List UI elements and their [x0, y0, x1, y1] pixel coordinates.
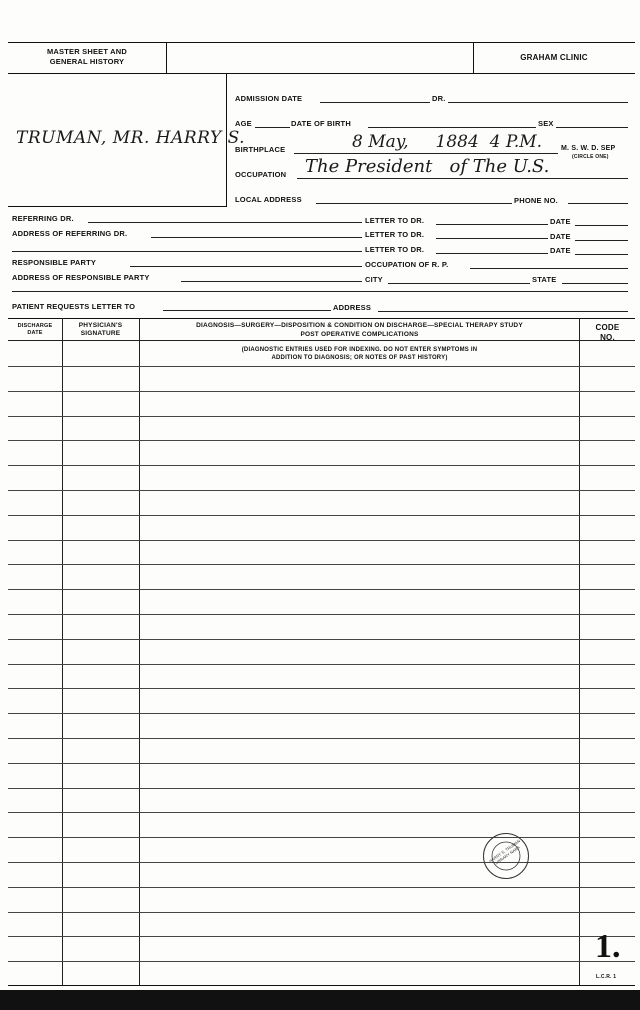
letter-to-dr-line-1 — [436, 224, 548, 225]
table-row-line — [8, 738, 635, 739]
name-box-bottom-border — [8, 206, 227, 207]
table-row-line — [8, 763, 635, 764]
physician-signature-header: PHYSICIAN'S SIGNATURE — [78, 322, 123, 337]
header-row-separator — [8, 340, 635, 341]
occupation-value: The President of The U.S. — [305, 156, 550, 177]
library-stamp — [483, 833, 529, 879]
dr-line — [448, 102, 628, 103]
table-row-line — [8, 788, 635, 789]
table-row-line — [8, 589, 635, 590]
table-row-line — [8, 639, 635, 640]
birthplace-value: 8 May, 1884 4 P.M. — [352, 132, 543, 152]
table-col-divider-2 — [139, 318, 140, 985]
dr-label: DR. — [432, 94, 446, 103]
table-row-line — [8, 713, 635, 714]
table-row-line — [8, 664, 635, 665]
state-line — [562, 283, 628, 284]
address-of-referring-dr-line — [151, 237, 362, 238]
occupation-of-rp-label: OCCUPATION OF R. P. — [365, 260, 449, 269]
letter-to-dr-label-2: LETTER TO DR. — [365, 230, 425, 239]
table-row-line — [8, 416, 635, 417]
date-line-1 — [575, 225, 628, 226]
age-label: AGE — [235, 119, 252, 128]
patient-requests-letter-to-label: PATIENT REQUESTS LETTER TO — [12, 302, 136, 311]
occupation-of-rp-line — [470, 268, 628, 269]
table-row-line — [8, 887, 635, 888]
marital-status-options: M. S. W. D. SEP — [561, 145, 616, 152]
page-number: 1. — [595, 928, 621, 965]
sex-label: SEX — [538, 119, 554, 128]
table-row-line — [8, 688, 635, 689]
table-row-line — [8, 515, 635, 516]
address-of-responsible-party-label: ADDRESS OF RESPONSIBLE PARTY — [12, 273, 150, 282]
sex-line — [556, 127, 628, 128]
occupation-line — [297, 178, 628, 179]
letter-to-dr-label-3: LETTER TO DR. — [365, 245, 425, 254]
patient-name: TRUMAN, MR. HARRY S. — [16, 128, 246, 148]
date-of-birth-label: DATE OF BIRTH — [291, 119, 351, 128]
table-row-line — [8, 465, 635, 466]
diagnostic-entries-note: (DIAGNOSTIC ENTRIES USED FOR INDEXING. DO NOT ENTER SYMPTOMS IN ADDITION TO DIAGNOSIS; OR NOTES OF PAST HISTORY) — [241, 347, 478, 361]
responsible-party-line — [130, 266, 362, 267]
age-line — [255, 127, 290, 128]
admission-date-line — [320, 102, 430, 103]
table-row-line — [8, 936, 635, 937]
header-right-divider — [473, 42, 474, 73]
date-of-birth-line — [368, 127, 536, 128]
address-of-referring-dr-label: ADDRESS OF REFERRING DR. — [12, 229, 128, 238]
referring-dr-label: REFERRING DR. — [12, 214, 74, 223]
date-label-2: DATE — [550, 232, 571, 241]
table-row-line — [8, 862, 635, 863]
date-line-2 — [575, 240, 628, 241]
code-no-header: CODE NO. — [595, 323, 620, 342]
table-top-border — [8, 318, 635, 319]
discharge-date-header: DISCHARGE DATE — [17, 323, 53, 336]
responsible-party-address-line-2 — [12, 291, 628, 292]
top-border — [8, 42, 635, 43]
city-label: CITY — [365, 275, 383, 284]
form-title: MASTER SHEET AND GENERAL HISTORY — [46, 47, 127, 66]
table-col-divider-3 — [579, 318, 580, 985]
table-row-line — [8, 490, 635, 491]
bottom-dark-band — [0, 990, 640, 1010]
city-line — [388, 283, 530, 284]
table-row-line — [8, 564, 635, 565]
circle-one-note: (CIRCLE ONE) — [572, 154, 609, 160]
clinic-name: GRAHAM CLINIC — [520, 53, 588, 62]
address-of-responsible-party-line — [181, 281, 362, 282]
address-line — [378, 311, 628, 312]
date-label-1: DATE — [550, 217, 571, 226]
birthplace-line — [294, 153, 558, 154]
date-line-3 — [575, 254, 628, 255]
phone-no-label: PHONE NO. — [514, 196, 558, 205]
letter-to-dr-line-3 — [436, 253, 548, 254]
table-row-line — [8, 366, 635, 367]
phone-no-line — [568, 203, 628, 204]
birthplace-label: BIRTHPLACE — [235, 145, 286, 154]
table-row-line — [8, 961, 635, 962]
table-row-line — [8, 391, 635, 392]
referring-dr-line — [88, 222, 362, 223]
responsible-party-label: RESPONSIBLE PARTY — [12, 258, 97, 267]
header-bottom-border — [8, 73, 635, 74]
local-address-line — [316, 203, 512, 204]
state-label: STATE — [532, 275, 557, 284]
letter-to-dr-line-2 — [436, 238, 548, 239]
table-row-line — [8, 837, 635, 838]
table-row-line — [8, 440, 635, 441]
letter-to-dr-label-1: LETTER TO DR. — [365, 216, 425, 225]
address-of-referring-dr-line-2 — [12, 251, 362, 252]
table-row-line — [8, 614, 635, 615]
table-row-line — [8, 912, 635, 913]
occupation-label: OCCUPATION — [235, 170, 287, 179]
header-left-divider — [166, 42, 167, 73]
address-label: ADDRESS — [333, 303, 372, 312]
patient-requests-letter-to-line — [163, 310, 331, 311]
date-label-3: DATE — [550, 246, 571, 255]
diagnosis-header: DIAGNOSIS—SURGERY—DISPOSITION & CONDITION ON DISCHARGE—SPECIAL THERAPY STUDY POST OPERATIVE COMPLICATIONS — [196, 322, 523, 338]
table-col-divider-1 — [62, 318, 63, 985]
table-row-line — [8, 540, 635, 541]
local-address-label: LOCAL ADDRESS — [235, 195, 302, 204]
stamp-text: HARRY S. TRUMAN LIBRARY NARA — [488, 838, 522, 866]
table-bottom-border — [8, 985, 635, 986]
table-row-line — [8, 812, 635, 813]
admission-date-label: ADMISSION DATE — [235, 94, 303, 103]
form-code: L.C.R. 1 — [596, 974, 617, 980]
